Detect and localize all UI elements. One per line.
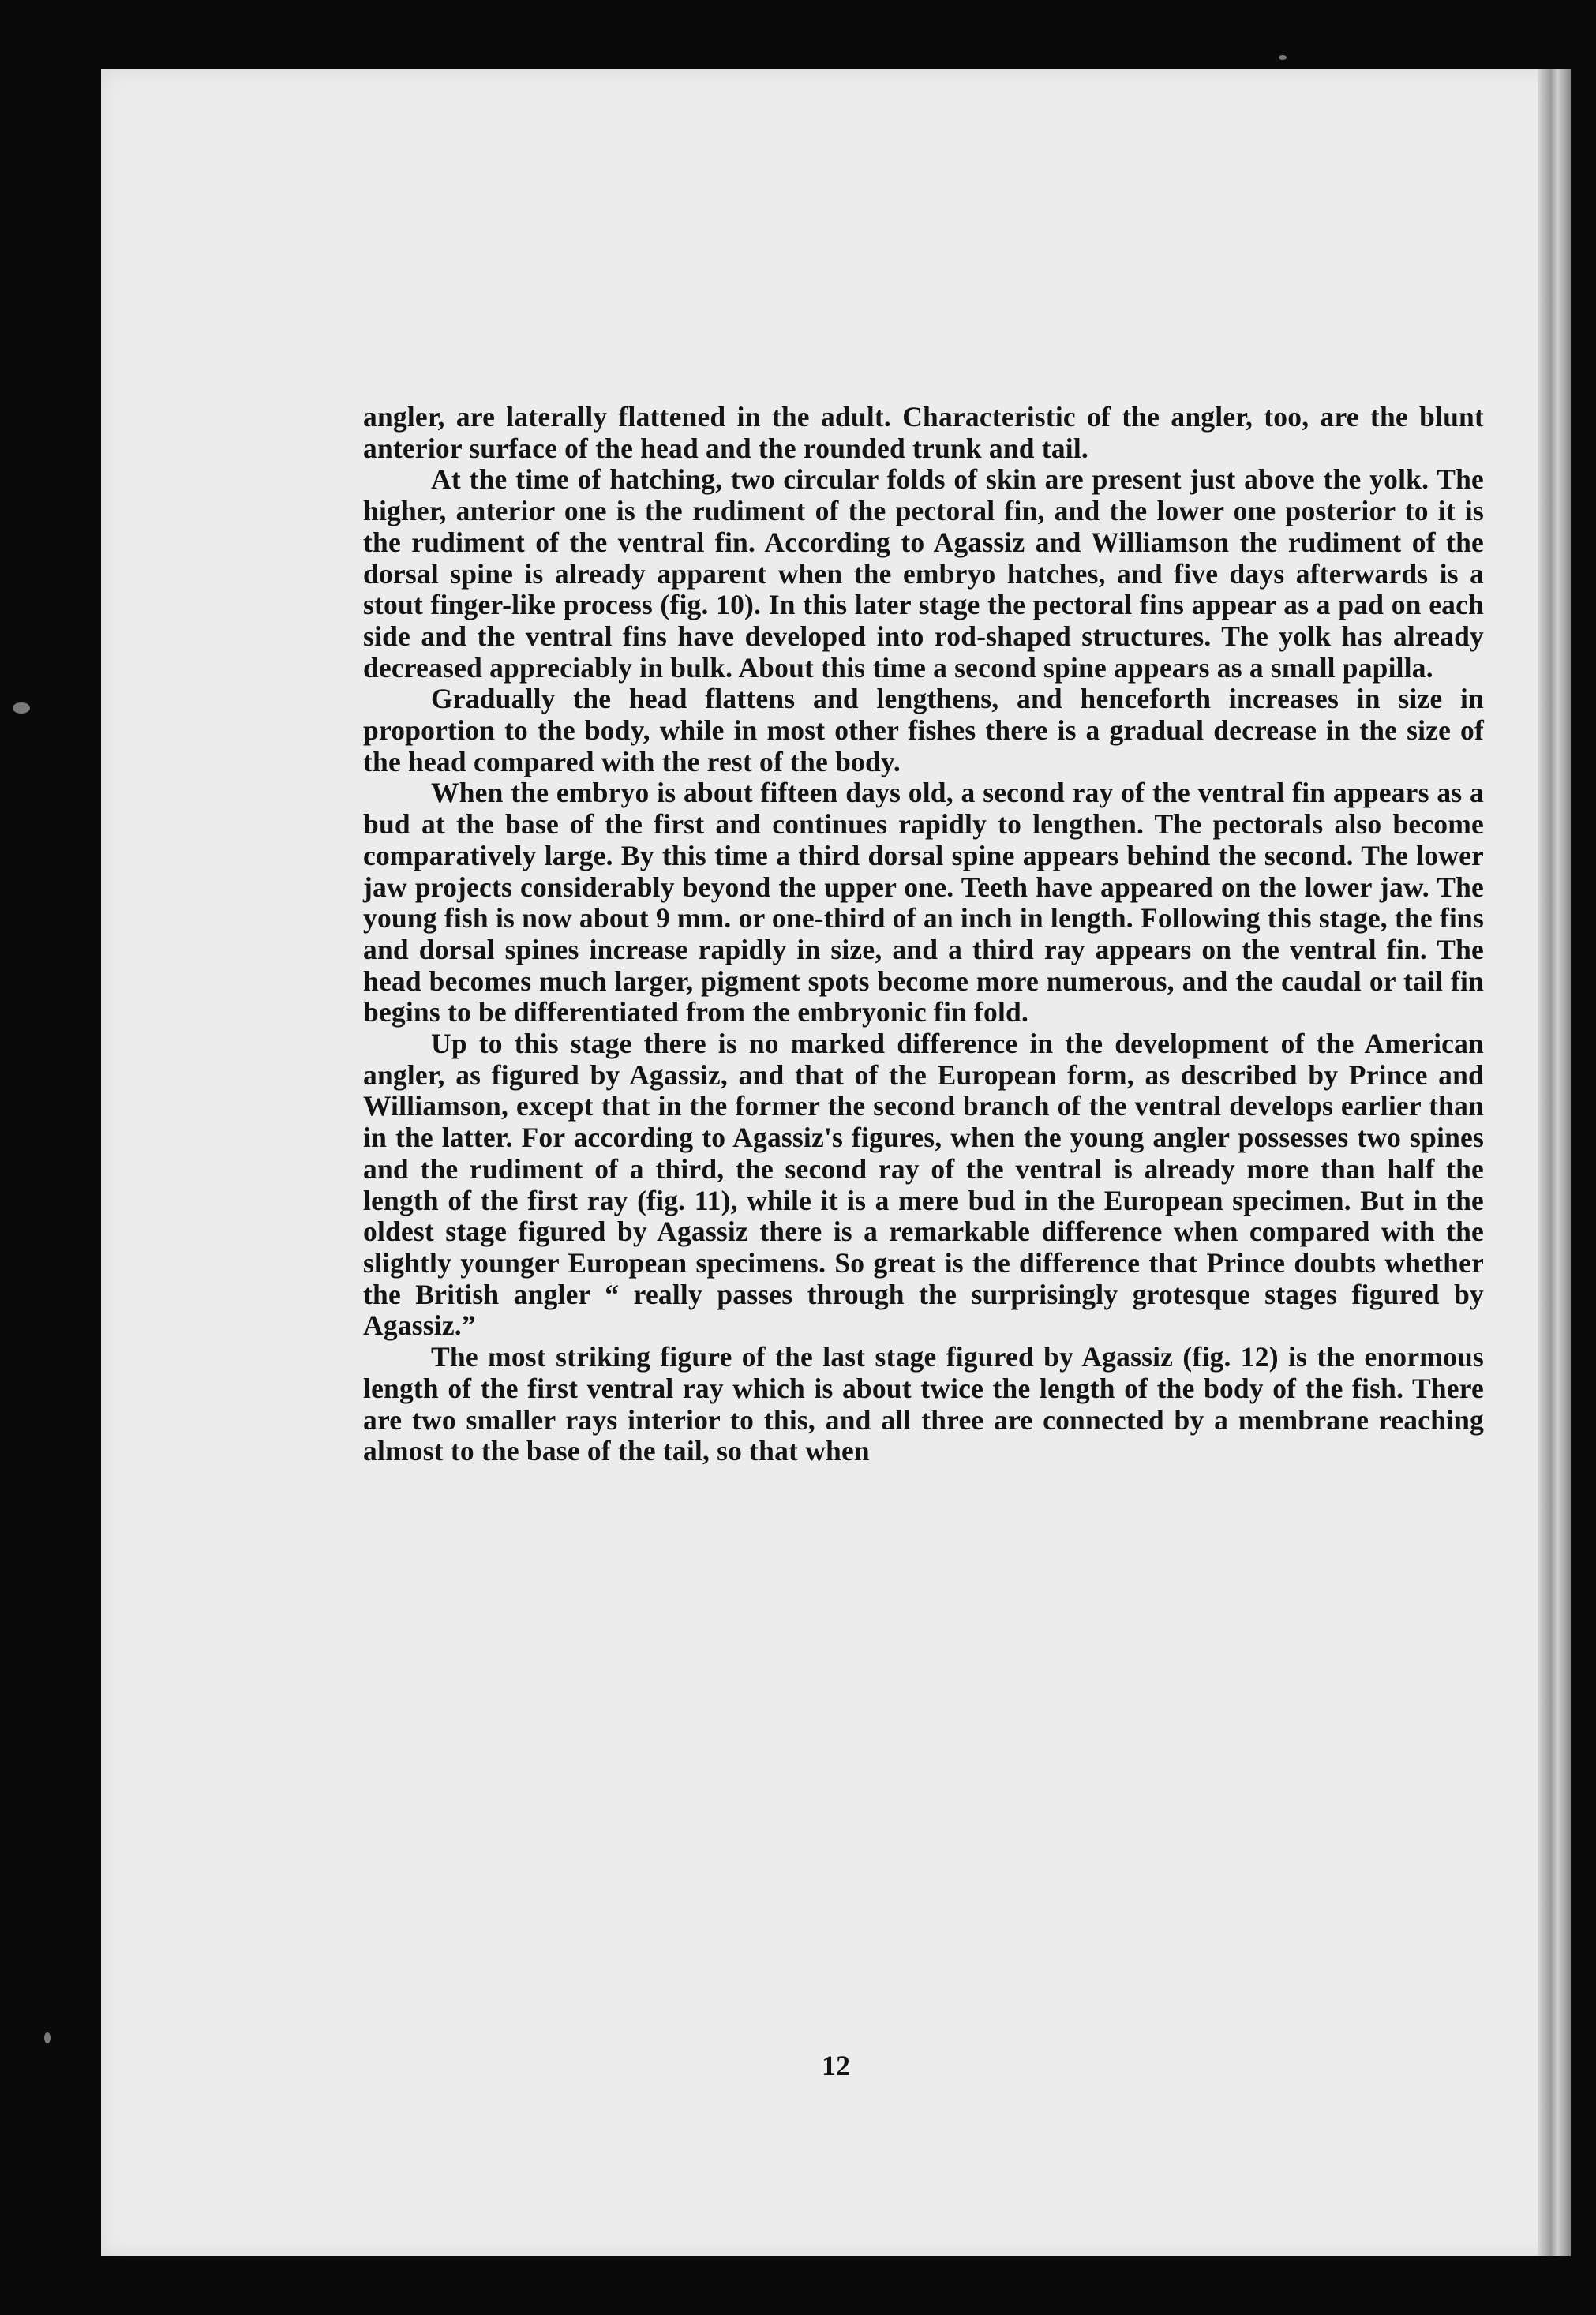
body-text xyxy=(363,402,1484,1467)
paragraph-last-stage: The most striking figure of the last stage figured by Agassiz (fig. 12) is the enormous length of the first ventral ray which is about twice the length of the body of the fish. There are two smaller rays interior to this, and all three are connected by a membrane reaching almost to the base of the tail, so that when xyxy=(363,1341,1484,1467)
scan-speck xyxy=(13,702,30,714)
scan-speck xyxy=(1279,55,1287,60)
paragraph-hatching: At the time of hatching, two circular folds of skin are present just above the yolk. The higher, anterior one is the rudiment of the pectoral fin, and the lower one posterior to it is the rudiment of the ventral fin. According to Agassiz and Williamson the rudiment of the dorsal spine is already apparent when the embryo hatches, and five days afterwards is a stout finger-like process (fig. 10). In this later stage the pectoral fins appear as a pad on each side and the ventral fins have developed into rod-shaped structures. The yolk has already decreased appreciably in bulk. About this time a second spine appears as a small papilla. xyxy=(363,463,1484,684)
paragraph-continuation: angler, are laterally flattened in the adult. Characteristic of the angler, too, are the blunt anterior surface of the head and the rounded trunk and tail. xyxy=(363,401,1484,464)
book-page xyxy=(101,69,1571,2256)
page-number: 12 xyxy=(822,2050,850,2081)
scan-speck xyxy=(44,2032,51,2043)
page-edge xyxy=(1538,69,1571,2256)
paragraph-head-growth: Gradually the head flattens and lengthens, and henceforth increases in size in proportion to the body, while in most other fishes there is a gradual decrease in the size of the head compared with the rest of the body. xyxy=(363,683,1484,777)
paragraph-fifteen-days: When the embryo is about fifteen days old, a second ray of the ventral fin appears as a bud at the base of the first and continues rapidly to lengthen. The pectorals also become comparatively large. By this time a third dorsal spine appears behind the second. The lower jaw projects considerably beyond the upper one. Teeth have appeared on the lower jaw. The young fish is now about 9 mm. or one-third of an inch in length. Following this stage, the fins and dorsal spines increase rapidly in size, and a third ray appears on the ventral fin. The head becomes much larger, pigment spots become more numerous, and the caudal or tail fin begins to be differentiated from the embryonic fin fold. xyxy=(363,777,1484,1028)
paragraph-comparison: Up to this stage there is no marked difference in the development of the American angler, as figured by Agassiz, and that of the European form, as described by Prince and Williamson, except that in the former the second branch of the ventral develops earlier than in the latter. For according to Agassiz's figures, when the young angler possesses two spines and the rudiment of a third, the second ray of the ventral is already more than half the length of the first ray (fig. 11), while it is a mere bud in the European specimen. But in the oldest stage figured by Agassiz there is a remarkable difference when compared with the slightly younger European specimens. So great is the difference that Prince doubts whether the British angler “ really passes through the surprisingly grotesque stages figured by Agassiz.” xyxy=(363,1028,1484,1342)
